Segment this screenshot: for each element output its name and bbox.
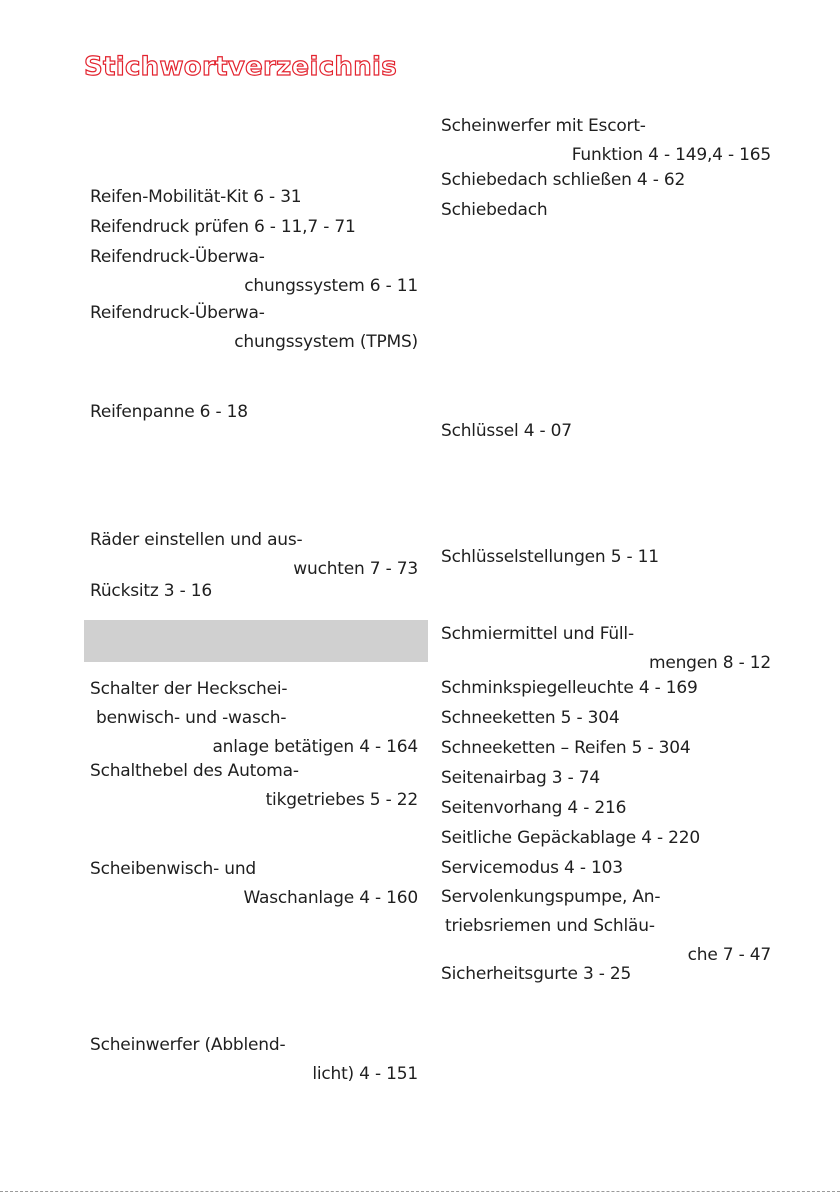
entry-text: Seitenvorhang 4 - 216 (441, 798, 627, 818)
entry-text: Schlüsselstellungen 5 - 11 (441, 547, 659, 567)
index-entry (441, 704, 771, 733)
entry-text: Schiebedach (441, 200, 548, 220)
index-entry (441, 166, 771, 195)
index-entry (90, 855, 418, 913)
entry-text: Servicemodus 4 - 103 (441, 858, 623, 878)
entry-text: Schalthebel des Automa- (90, 761, 299, 781)
index-entry (441, 196, 771, 225)
index-entry (441, 417, 771, 446)
entry-text-continued: chungssystem 6 - 11 (244, 276, 418, 296)
entry-text: Rücksitz 3 - 16 (90, 581, 212, 601)
entry-text-continued: triebsriemen und Schläu- (445, 916, 655, 936)
index-entry (441, 883, 771, 970)
index-entry (90, 526, 418, 584)
entry-text-continued: tikgetriebes 5 - 22 (265, 790, 418, 810)
index-entry (441, 112, 771, 170)
entry-text-continued: chungssystem (TPMS) (234, 332, 418, 352)
entry-text: Schminkspiegelleuchte 4 - 169 (441, 678, 698, 698)
entry-text: Schalter der Heckschei- (90, 679, 288, 699)
entry-text: Räder einstellen und aus- (90, 530, 303, 550)
index-entry (441, 794, 771, 823)
entry-text: Schneeketten – Reifen 5 - 304 (441, 738, 691, 758)
index-entry (90, 577, 418, 606)
entry-text: Reifen-Mobilität-Kit 6 - 31 (90, 187, 302, 207)
entry-text: Scheinwerfer (Abblend- (90, 1035, 286, 1055)
entry-text: Sicherheitsgurte 3 - 25 (441, 964, 632, 984)
entry-text: Servolenkungspumpe, An- (441, 887, 661, 907)
entry-text: Reifendruck prüfen 6 - 11,7 - 71 (90, 217, 356, 237)
entry-text: Scheibenwisch- und (90, 859, 257, 879)
entry-text: Scheinwerfer mit Escort- (441, 116, 646, 136)
entry-text-continued: Waschanlage 4 - 160 (243, 888, 418, 908)
entry-text: Reifendruck-Überwa- (90, 247, 265, 267)
index-entry (90, 183, 418, 212)
index-entry (90, 675, 418, 762)
index-entry (90, 213, 418, 242)
entry-text-continued: che 7 - 47 (687, 945, 771, 965)
index-entry (441, 674, 771, 703)
entry-text-continued: licht) 4 - 151 (312, 1064, 418, 1084)
index-entry (90, 243, 418, 301)
index-entry (441, 824, 771, 853)
index-entry (90, 1031, 418, 1089)
entry-text: Seitliche Gepäckablage 4 - 220 (441, 828, 701, 848)
entry-text-continued: wuchten 7 - 73 (293, 559, 418, 579)
entry-text: Schlüssel 4 - 07 (441, 421, 572, 441)
entry-text-continued: Funktion 4 - 149,4 - 165 (571, 145, 771, 165)
page-title: Stichwortverzeichnis (84, 52, 398, 82)
entry-text: Seitenairbag 3 - 74 (441, 768, 600, 788)
index-entry (441, 543, 771, 572)
entry-text: Schiebedach schließen 4 - 62 (441, 170, 686, 190)
entry-text: Schneeketten 5 - 304 (441, 708, 620, 728)
index-entry (441, 734, 771, 763)
section-header-bar (84, 620, 428, 662)
entry-text: Reifenpanne 6 - 18 (90, 402, 248, 422)
entry-text-continued: anlage betätigen 4 - 164 (212, 737, 418, 757)
index-entry (90, 757, 418, 815)
entry-text: Reifendruck-Überwa- (90, 303, 265, 323)
index-entry (441, 764, 771, 793)
index-entry (90, 299, 418, 357)
entry-text-continued: mengen 8 - 12 (648, 653, 771, 673)
entry-text-continued: benwisch- und -wasch- (96, 708, 287, 728)
index-entry (441, 960, 771, 989)
index-entry (441, 620, 771, 678)
index-entry (90, 398, 418, 427)
index-entry (441, 854, 771, 883)
entry-text: Schmiermittel und Füll- (441, 624, 634, 644)
